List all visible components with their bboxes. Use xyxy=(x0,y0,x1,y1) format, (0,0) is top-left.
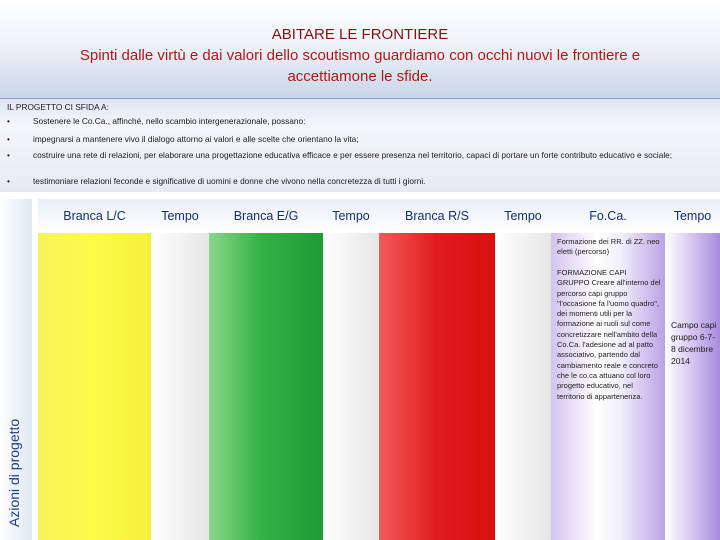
challenge-heading: IL PROGETTO CI SFIDA A: xyxy=(7,102,109,112)
header-tempo-1: Tempo xyxy=(161,209,199,223)
foca-item-rr-zz: Formazione dei RR. di ZZ. neo eletti (percorso) xyxy=(557,237,660,257)
column-branca-eg xyxy=(209,233,323,540)
page-title: ABITARE LE FRONTIERE xyxy=(271,26,449,43)
side-label: Azioni di progetto xyxy=(6,418,22,527)
challenge-text: impegnarsi a mantenere vivo il dialogo attorno ai valori e alle scelte che orientano la vita; xyxy=(33,134,359,144)
header-branca-eg: Branca E/G xyxy=(233,209,299,223)
header-tempo-2: Tempo xyxy=(332,209,370,223)
subtitle-line-2: accettiamone le sfide. xyxy=(287,68,433,85)
bullet-icon: • xyxy=(7,134,10,144)
bullet-icon: • xyxy=(7,176,10,186)
bullet-icon: • xyxy=(7,150,10,160)
challenge-text: testimoniare relazioni feconde e significative di uomini e donne che vivono nella concretezza di tutti i giorni. xyxy=(33,176,426,186)
challenge-text: costruire una rete di relazioni, per elaborare una progettazione educativa efficace e per essere presenza nel territorio, capaci di portare un forte contributo educativo e sociale; xyxy=(33,150,673,160)
bullet-icon: • xyxy=(7,116,10,126)
column-tempo-2 xyxy=(323,233,379,540)
header-foca: Fo.Ca. xyxy=(589,209,627,223)
foca-item-formazione-capi-gruppo: FORMAZIONE CAPI GRUPPO Creare all'interno del percorso capi gruppo "l'occasione fa l'uomo quadro", dei momenti utili per la formazione ai ruoli sul come concretizzare nell'ambito della Co.Ca. l'adesione ad al patto associativo, partendo dal cambiamento reale e concreto che le co.ca attuano col loro progetto educativo, nel territorio di appartenenza. xyxy=(557,268,661,401)
challenge-text: Sostenere le Co.Ca., affinché, nello scambio intergenerazionale, possano: xyxy=(33,116,306,126)
tempo-foca-text: Campo capi gruppo 6-7-8 dicembre 2014 xyxy=(671,320,717,366)
column-tempo-1 xyxy=(151,233,209,540)
column-tempo-3 xyxy=(495,233,551,540)
column-branca-lc xyxy=(38,233,151,540)
divider xyxy=(0,192,720,199)
header-tempo-4: Tempo xyxy=(673,209,712,223)
project-challenge-box xyxy=(0,99,720,192)
header-branca-rs: Branca R/S xyxy=(405,209,469,223)
header-band xyxy=(0,0,720,99)
header-branca-lc: Branca L/C xyxy=(63,209,126,223)
header-tempo-3: Tempo xyxy=(504,209,542,223)
subtitle-line-1: Spinti dalle virtù e dai valori dello scoutismo guardiamo con occhi nuovi le frontiere e xyxy=(79,47,641,64)
column-branca-rs xyxy=(379,233,495,540)
column-tempo-4 xyxy=(665,233,720,540)
